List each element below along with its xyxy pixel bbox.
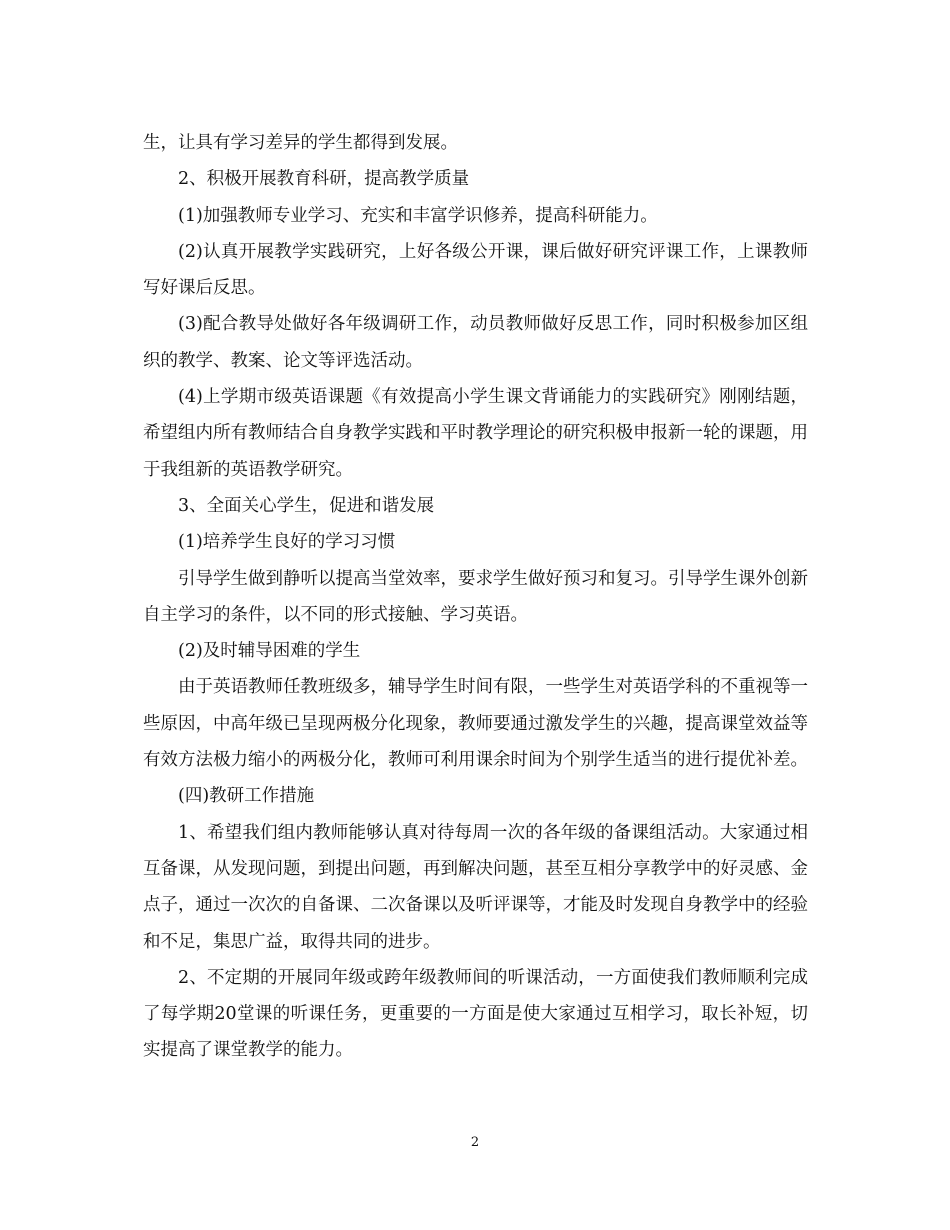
- paragraph: 由于英语教师任教班级多，辅导学生时间有限，一些学生对英语学科的不重视等一些原因，中高年级已呈现两极分化现象，教师要通过激发学生的兴趣，提高课堂效益等有效方法极力缩小的两极分化，教师可利用课余时间为个别学生适当的进行提优补差。: [143, 677, 808, 771]
- heading-item: 2、积极开展教育科研，提高教学质量: [178, 169, 470, 190]
- paragraph: 生，让具有学习差异的学生都得到发展。: [143, 133, 458, 153]
- document-body: [143, 125, 808, 1069]
- heading-item: 3、全面关心学生，促进和谐发展: [178, 495, 435, 516]
- paragraph: (3)配合教导处做好各年级调研工作，动员教师做好反思工作，同时积极参加区组织的教学、教案、论文等评选活动。: [143, 314, 808, 371]
- page-number: 2: [470, 1135, 480, 1150]
- paragraph: 引导学生做到静听以提高当堂效率，要求学生做好预习和复习。引导学生课外创新自主学习的条件，以不同的形式接触、学习英语。: [143, 568, 808, 625]
- paragraph: 2、不定期的开展同年级或跨年级教师间的听课活动，一方面使我们教师顺利完成了每学期20堂课的听课任务，更重要的一方面是使大家通过互相学习，取长补短，切实提高了课堂教学的能力。: [143, 967, 808, 1061]
- subheading-item: (2)及时辅导困难的学生: [178, 641, 361, 662]
- paragraph: 1、希望我们组内教师能够认真对待每周一次的各年级的备课组活动。大家通过相互备课，从发现问题，到提出问题，再到解决问题，甚至互相分享教学中的好灵感、金点子，通过一次次的自备课、二次备课以及听评课等，才能及时发现自身教学中的经验和不足，集思广益，取得共同的进步。: [143, 822, 808, 952]
- section-heading: (四)教研工作措施: [178, 786, 315, 807]
- subheading-item: (1)培养学生良好的学习习惯: [178, 532, 396, 553]
- paragraph: (1)加强教师专业学习、充实和丰富学识修养，提高科研能力。: [178, 205, 658, 226]
- paragraph: (2)认真开展教学实践研究，上好各级公开课，课后做好研究评课工作，上课教师写好课后反思。: [143, 241, 808, 299]
- paragraph: (4)上学期市级英语课题《有效提高小学生课文背诵能力的实践研究》刚刚结题，希望组内所有教师结合自身教学实践和平时教学理论的研究积极申报新一轮的课题，用于我组新的英语教学研究。: [143, 387, 808, 480]
